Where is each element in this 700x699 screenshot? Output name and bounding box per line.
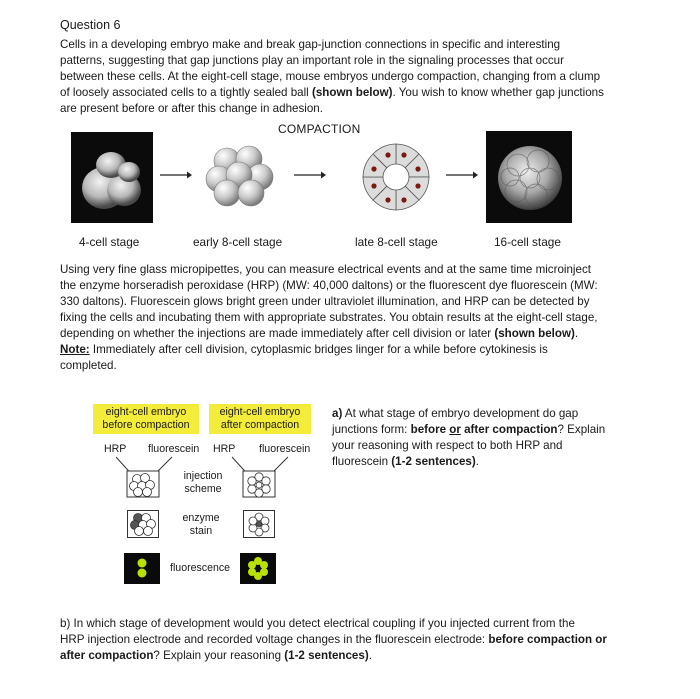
question-a-l2-pre: junctions form: [332,423,411,436]
header-before-line-1: eight-cell embryo [105,406,187,418]
methods-line-4: fixing the cells and incubating them with appropriate substrates. You obtain results at the eight-cell stage, [60,311,598,324]
question-b-line-2 [60,632,660,648]
intro-line-3: between these cells. At the eight-cell stage, mouse embryos undergo compaction, changing from a clump [60,70,601,83]
question-b-label: b) [60,617,71,630]
question-b-l3-mid: ? Explain your reasoning [153,649,285,662]
label-fluorescein-left: fluorescein [148,443,200,455]
methods-line-5-post: . [574,327,579,340]
intro-line-4-text: of loosely associated cells to a tightly sealed ball [60,86,312,99]
note-label: Note: [60,343,90,356]
methods-line-5-text: depending on whether the injections are made immediately after cell division or later [60,327,495,340]
intro-line-4 [60,85,635,101]
question-a-l2-post: ? Explain [557,423,606,436]
label-fluorescein-right: fluorescein [259,443,311,455]
question-a-label: a) [332,407,343,420]
compaction-label: COMPACTION [278,122,361,136]
intro-bold: (shown below) [311,86,393,99]
early-8-cell-diagram [205,143,275,209]
intro-paragraph [60,37,635,117]
stage-label-16-cell: 16-cell stage [494,235,561,249]
question-a-before: before [410,423,450,436]
label-injection-scheme [183,470,223,496]
arrow-1-icon [160,170,192,180]
methods-line-1: Using very fine glass micropipettes, you can measure electrical events and at the same time microinject [60,263,591,276]
fluorescence-before-panel [124,553,160,584]
question-a-l4-post: . [475,455,479,468]
methods-bold: (shown below) [494,327,575,340]
enzyme-stain-after [243,510,275,538]
injection-line-1: injection [183,470,223,482]
question-a-or: or [449,423,461,436]
enzyme-line-2: stain [189,525,213,537]
question-b-l1: In which stage of development would you detect electrical coupling if you injected current from the [70,617,575,630]
question-b-l2-bold: before compaction or [488,633,607,646]
sixteen-cell-photo [486,131,572,223]
four-cell-photo [71,132,153,223]
question-a-after: after compaction [460,423,558,436]
stage-label-early-8-cell: early 8-cell stage [193,235,283,249]
question-b-sentences: (1-2 sentences) [284,649,369,662]
methods-line-3: 330 daltons). Fluorescein glows bright green under ultraviolet illumination, and HRP can be detected by [60,295,590,308]
stage-label-4-cell: 4-cell stage [79,235,140,249]
header-before-line-2: before compaction [102,419,190,431]
stage-label-late-8-cell: late 8-cell stage [355,235,438,249]
question-b-l2-pre: HRP injection electrode and recorded voltage changes in the fluorescein electrode: [60,633,489,646]
intro-tail: . You wish to know whether gap junctions [392,86,604,99]
injection-line-2: scheme [184,483,222,495]
question-title: Question 6 [60,18,121,32]
intro-line-1: Cells in a developing embryo make and break gap-junction connections in specific and interesting [60,38,561,51]
question-a-line-2 [332,422,612,438]
label-enzyme-stain [181,512,221,538]
enzyme-line-1: enzyme [182,512,220,524]
methods-paragraph [60,262,650,374]
methods-note-last: completed. [60,359,117,372]
header-after-line-2: after compaction [220,419,300,431]
injection-scheme-after [226,455,296,499]
question-b-l3-bold1: after compaction [60,649,154,662]
fluorescence-after-panel [240,553,276,584]
header-after-compaction [209,404,311,434]
question-a-l4-pre: fluorescein [332,455,392,468]
methods-note-line [60,342,650,358]
question-a [332,406,612,470]
question-b-line-1 [60,616,660,632]
question-b-l3-post: . [368,649,372,662]
arrow-3-icon [446,170,478,180]
header-after-line-1: eight-cell embryo [219,406,301,418]
question-b [60,616,660,664]
methods-line-2: the enzyme horseradish peroxidase (HRP) (MW: 40,000 daltons) or the fluorescent dye fluorescein (MW: [60,279,598,292]
injection-scheme-before [110,455,180,499]
intro-line-5: are present before or after this change in adhesion. [60,102,323,115]
label-hrp-right: HRP [213,443,236,455]
question-a-line-1 [332,406,612,422]
enzyme-stain-before [127,510,159,538]
question-a-line-3: your reasoning with respect to both HRP and [332,439,563,452]
note-text: Immediately after cell division, cytoplasmic bridges linger for a while before cytokinesis is [89,343,548,356]
question-a-l1: At what stage of embryo development do gap [342,407,579,420]
intro-line-2: patterns, suggesting that gap junctions play an important role in the signaling processes that occur [60,54,564,67]
question-b-line-3 [60,648,660,664]
label-fluorescence: fluorescence [170,562,231,574]
arrow-2-icon [294,170,326,180]
label-hrp-left: HRP [104,443,127,455]
question-a-sentences: (1-2 sentences) [391,455,476,468]
late-8-cell-diagram [359,141,433,213]
methods-line-5 [60,326,650,342]
question-a-line-4 [332,454,612,470]
header-before-compaction [93,404,199,434]
